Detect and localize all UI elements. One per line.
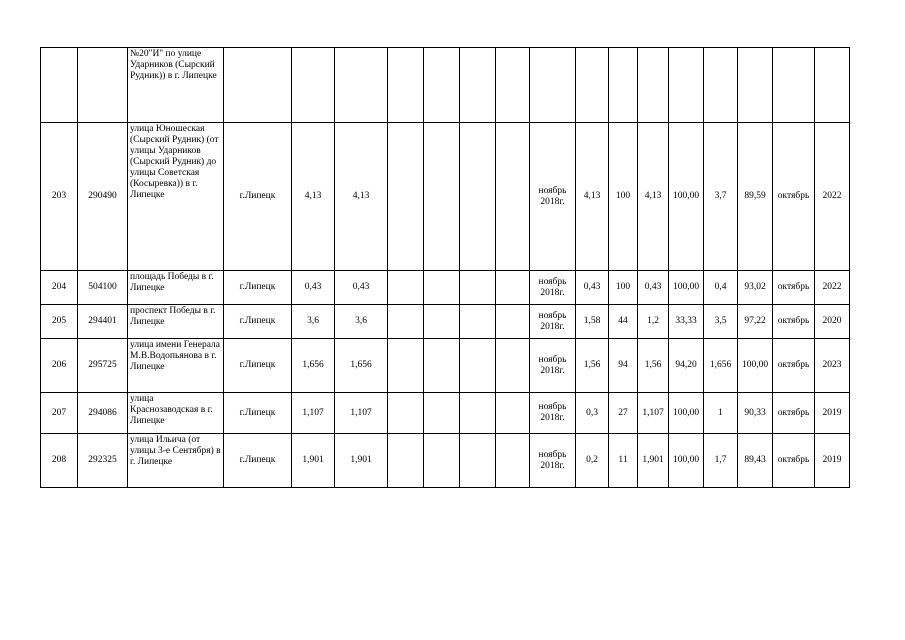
cell-empty <box>460 123 496 271</box>
cell-value <box>638 48 669 123</box>
cell-percent: 89,59 <box>738 123 773 271</box>
cell-code: 294401 <box>78 305 128 339</box>
cell-completion-month <box>773 48 815 123</box>
cell-code: 294086 <box>78 393 128 434</box>
cell-code: 290490 <box>78 123 128 271</box>
table-row <box>41 434 850 488</box>
cell-empty <box>424 434 460 488</box>
cell-percent: 100 <box>609 123 638 271</box>
cell-length: 4,13 <box>292 123 335 271</box>
cell-percent: 89,43 <box>738 434 773 488</box>
cell-empty <box>424 271 460 305</box>
cell-value: 1,2 <box>638 305 669 339</box>
cell-inspection-month: ноябрь 2018г. <box>530 271 576 305</box>
cell-percent: 97,22 <box>738 305 773 339</box>
cell-empty <box>424 305 460 339</box>
cell-percent: 100,00 <box>669 123 704 271</box>
cell-completion-month: октябрь <box>773 123 815 271</box>
cell-empty <box>496 123 530 271</box>
cell-road-name: №20"И" по улице Ударников (Сырский Рудник)) в г. Липецке <box>128 48 224 123</box>
cell-value: 3,7 <box>704 123 738 271</box>
cell-empty <box>460 393 496 434</box>
cell-completion-month: октябрь <box>773 339 815 393</box>
cell-completion-month: октябрь <box>773 271 815 305</box>
cell-road-name: площадь Победы в г. Липецке <box>128 271 224 305</box>
cell-empty <box>388 434 424 488</box>
cell-empty <box>388 339 424 393</box>
cell-empty <box>388 271 424 305</box>
cell-percent <box>738 48 773 123</box>
cell-value: 0,43 <box>576 271 609 305</box>
cell-percent: 100 <box>609 271 638 305</box>
cell-inspection-month: ноябрь 2018г. <box>530 305 576 339</box>
cell-year: 2023 <box>815 339 850 393</box>
cell-value: 0,3 <box>576 393 609 434</box>
cell-value: 4,13 <box>576 123 609 271</box>
table-row <box>41 48 850 123</box>
cell-city <box>224 48 292 123</box>
cell-road-name: улица имени Генерала М.В.Водопьянова в г. Липецке <box>128 339 224 393</box>
cell-inspection-month: ноябрь 2018г. <box>530 123 576 271</box>
cell-length: 3,6 <box>292 305 335 339</box>
cell-year <box>815 48 850 123</box>
cell-number: 203 <box>41 123 78 271</box>
cell-percent: 100,00 <box>669 434 704 488</box>
cell-percent: 100,00 <box>669 271 704 305</box>
cell-number: 205 <box>41 305 78 339</box>
cell-length-total: 1,901 <box>335 434 388 488</box>
table-row <box>41 339 850 393</box>
cell-code: 504100 <box>78 271 128 305</box>
cell-length: 0,43 <box>292 271 335 305</box>
cell-city: г.Липецк <box>224 305 292 339</box>
cell-year: 2019 <box>815 434 850 488</box>
cell-length-total <box>335 48 388 123</box>
cell-value <box>704 48 738 123</box>
cell-length <box>292 48 335 123</box>
cell-value: 0,43 <box>638 271 669 305</box>
cell-percent: 44 <box>609 305 638 339</box>
cell-value: 1,7 <box>704 434 738 488</box>
cell-length-total: 4,13 <box>335 123 388 271</box>
cell-length: 1,107 <box>292 393 335 434</box>
roads-table <box>40 47 850 488</box>
cell-empty <box>460 48 496 123</box>
cell-year: 2022 <box>815 123 850 271</box>
cell-inspection-month: ноябрь 2018г. <box>530 339 576 393</box>
cell-inspection-month: ноябрь 2018г. <box>530 434 576 488</box>
cell-length-total: 1,107 <box>335 393 388 434</box>
cell-percent: 94,20 <box>669 339 704 393</box>
table-row <box>41 393 850 434</box>
cell-year: 2019 <box>815 393 850 434</box>
cell-inspection-month <box>530 48 576 123</box>
cell-value: 0,4 <box>704 271 738 305</box>
cell-percent: 94 <box>609 339 638 393</box>
cell-empty <box>496 339 530 393</box>
cell-value: 1,901 <box>638 434 669 488</box>
cell-percent: 11 <box>609 434 638 488</box>
cell-city: г.Липецк <box>224 271 292 305</box>
cell-road-name: улица Юношеская (Сырский Рудник) (от улицы Ударников (Сырский Рудник) до улицы Советская (Косыревка)) в г. Липецке <box>128 123 224 271</box>
cell-length: 1,901 <box>292 434 335 488</box>
cell-value: 1,58 <box>576 305 609 339</box>
cell-percent <box>609 48 638 123</box>
table-row <box>41 123 850 271</box>
cell-completion-month: октябрь <box>773 305 815 339</box>
cell-road-name: проспект Победы в г. Липецке <box>128 305 224 339</box>
cell-value: 0,2 <box>576 434 609 488</box>
cell-city: г.Липецк <box>224 123 292 271</box>
table-row <box>41 271 850 305</box>
cell-percent: 100,00 <box>738 339 773 393</box>
cell-number: 207 <box>41 393 78 434</box>
cell-code: 295725 <box>78 339 128 393</box>
cell-road-name: улица Краснозаводская в г. Липецке <box>128 393 224 434</box>
cell-empty <box>496 393 530 434</box>
table-row <box>41 305 850 339</box>
cell-length: 1,656 <box>292 339 335 393</box>
cell-empty <box>496 434 530 488</box>
cell-empty <box>496 48 530 123</box>
cell-empty <box>424 48 460 123</box>
cell-number: 208 <box>41 434 78 488</box>
cell-percent: 100,00 <box>669 393 704 434</box>
cell-percent: 33,33 <box>669 305 704 339</box>
cell-empty <box>460 271 496 305</box>
cell-value: 1,656 <box>704 339 738 393</box>
cell-percent <box>669 48 704 123</box>
cell-inspection-month: ноябрь 2018г. <box>530 393 576 434</box>
cell-empty <box>388 305 424 339</box>
cell-length-total: 0,43 <box>335 271 388 305</box>
cell-year: 2022 <box>815 271 850 305</box>
cell-empty <box>460 434 496 488</box>
cell-empty <box>496 271 530 305</box>
cell-value: 3,5 <box>704 305 738 339</box>
cell-length-total: 1,656 <box>335 339 388 393</box>
cell-empty <box>424 123 460 271</box>
cell-percent: 27 <box>609 393 638 434</box>
cell-length-total: 3,6 <box>335 305 388 339</box>
cell-value: 4,13 <box>638 123 669 271</box>
cell-completion-month: октябрь <box>773 393 815 434</box>
cell-percent: 93,02 <box>738 271 773 305</box>
cell-value: 1,56 <box>576 339 609 393</box>
cell-empty <box>388 393 424 434</box>
cell-empty <box>388 123 424 271</box>
cell-empty <box>424 393 460 434</box>
cell-empty <box>460 339 496 393</box>
cell-road-name: улица Ильича (от улицы 3-е Сентября) в г. Липецке <box>128 434 224 488</box>
cell-value <box>576 48 609 123</box>
cell-percent: 90,33 <box>738 393 773 434</box>
cell-code <box>78 48 128 123</box>
cell-value: 1,107 <box>638 393 669 434</box>
cell-value: 1,56 <box>638 339 669 393</box>
cell-number <box>41 48 78 123</box>
cell-empty <box>496 305 530 339</box>
cell-city: г.Липецк <box>224 339 292 393</box>
cell-number: 204 <box>41 271 78 305</box>
cell-city: г.Липецк <box>224 434 292 488</box>
cell-value: 1 <box>704 393 738 434</box>
cell-year: 2020 <box>815 305 850 339</box>
cell-empty <box>388 48 424 123</box>
cell-empty <box>424 339 460 393</box>
cell-city: г.Липецк <box>224 393 292 434</box>
cell-empty <box>460 305 496 339</box>
cell-completion-month: октябрь <box>773 434 815 488</box>
cell-number: 206 <box>41 339 78 393</box>
cell-code: 292325 <box>78 434 128 488</box>
